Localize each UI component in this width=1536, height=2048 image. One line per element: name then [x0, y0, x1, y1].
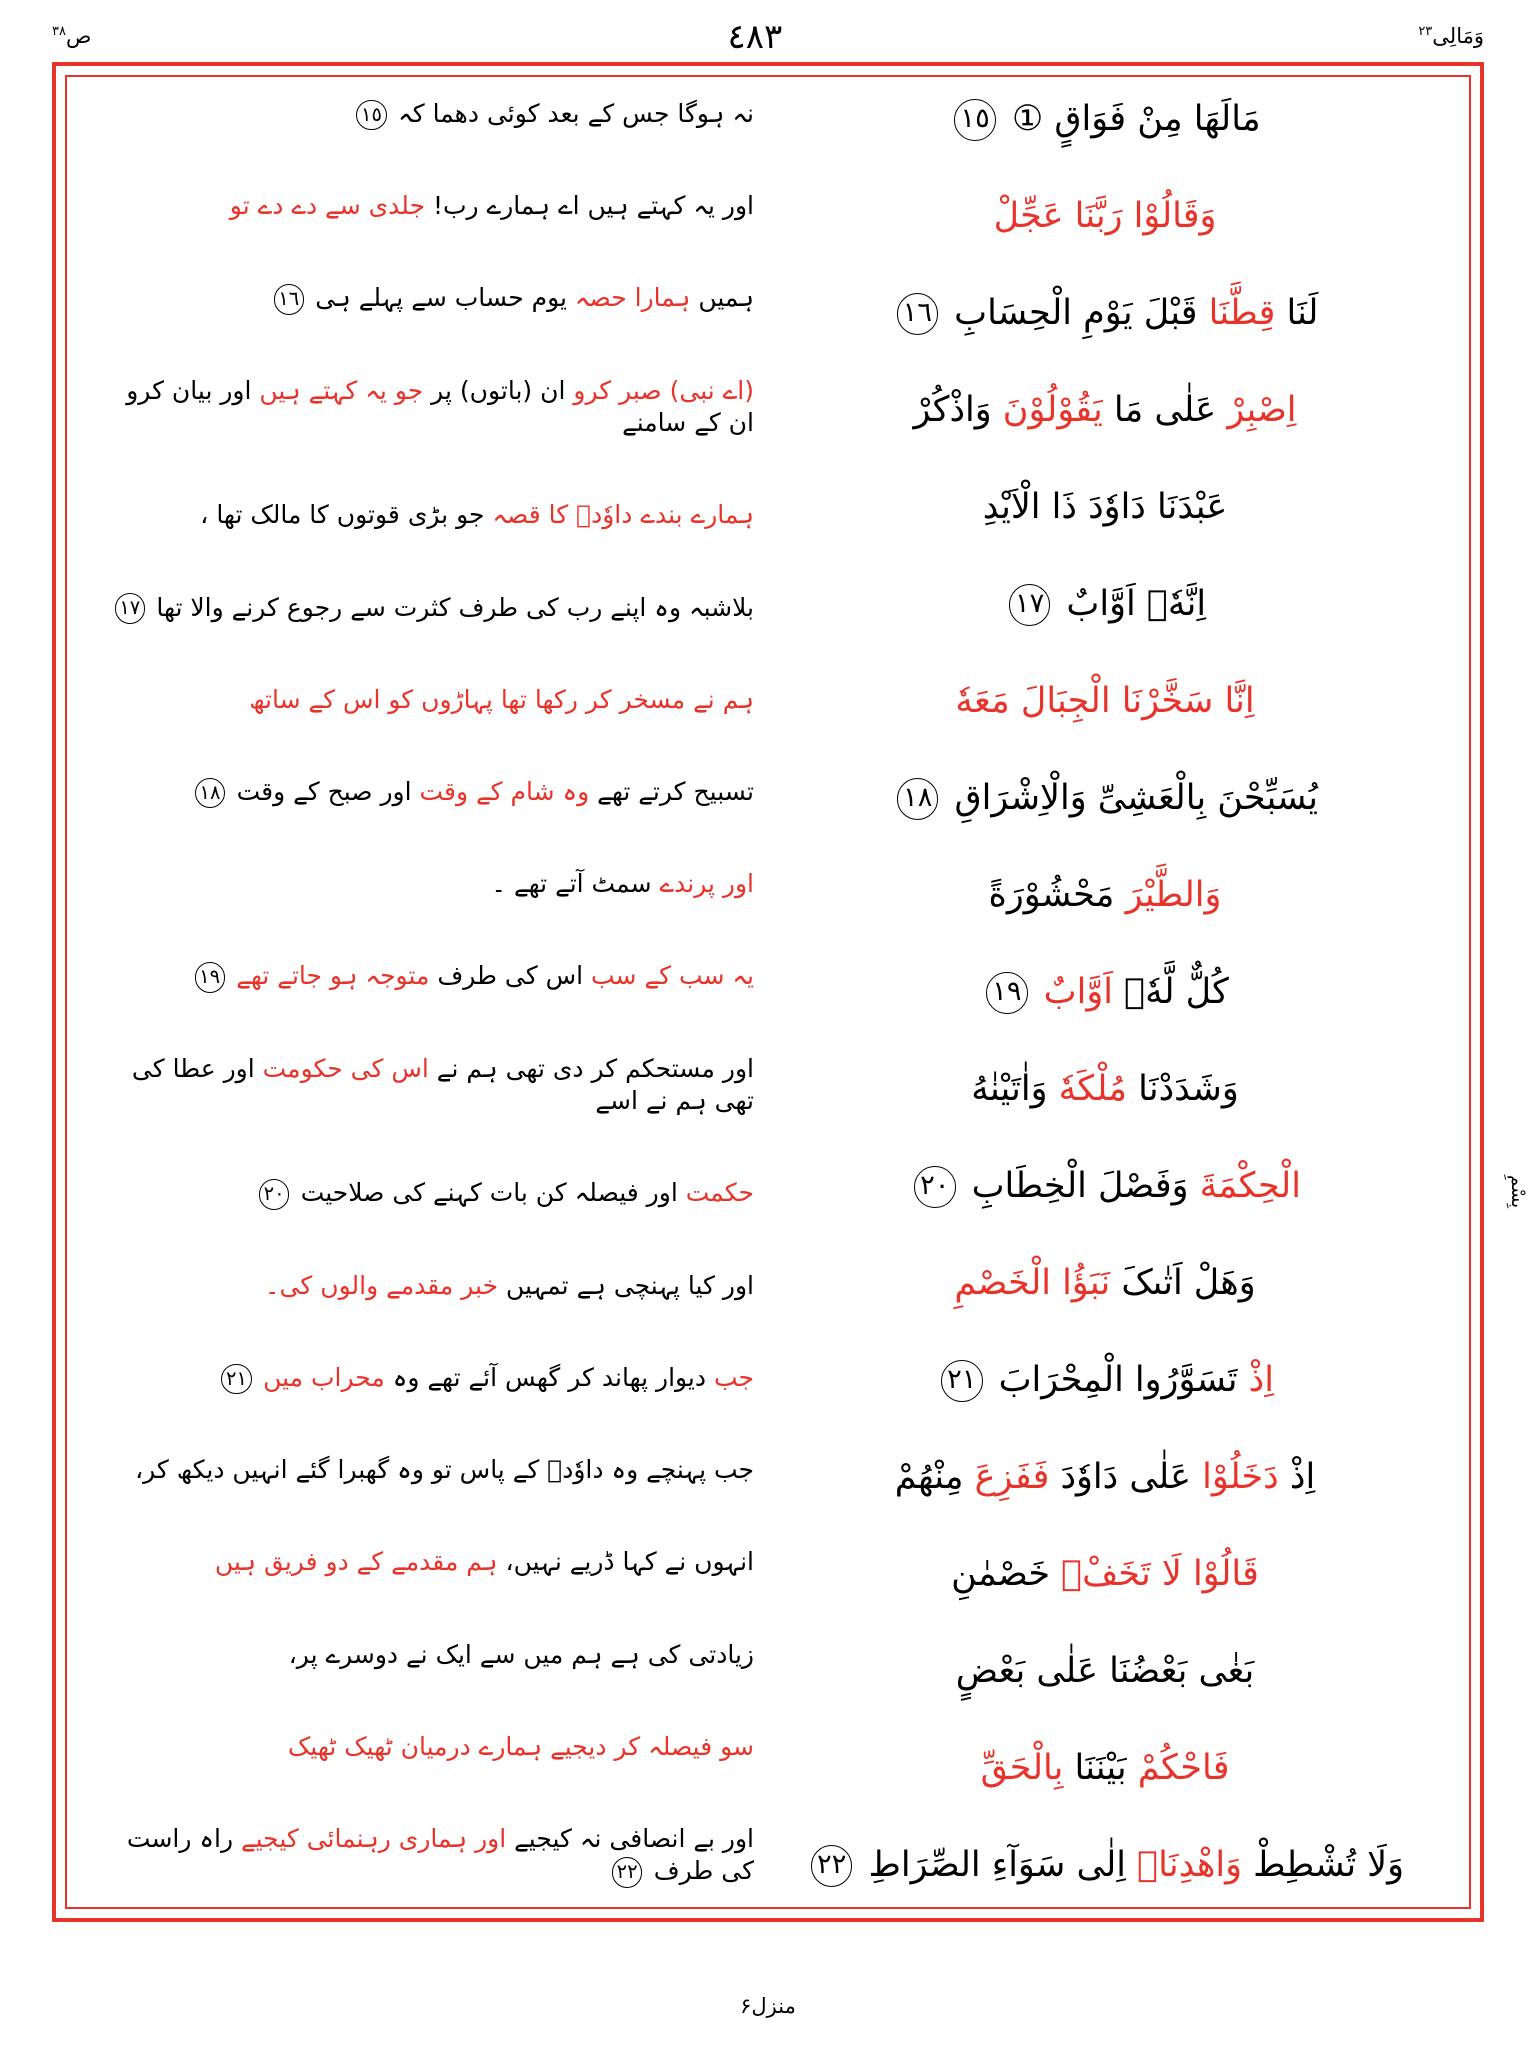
arabic-segment: فَاحْکُمْ — [1137, 1748, 1230, 1788]
urdu-segment — [293, 1178, 301, 1207]
arabic-segment: دَخَلُوْا — [1202, 1457, 1279, 1497]
urdu-segment: صبر کرو — [573, 375, 662, 405]
arabic-segment: عَبْدَنَا دَاوٗدَ ذَا الْاَیْدِ — [982, 487, 1228, 527]
urdu-segment: دیوار پھاند کر گھس آئے تھے وہ — [384, 1362, 714, 1392]
urdu-line — [108, 1362, 754, 1395]
urdu-segment: اور عطا کی تھی ہم نے اسے — [131, 1053, 754, 1116]
arabic-segment: وَلَا تُشْطِطْ — [1242, 1845, 1405, 1885]
urdu-segment: مسخر کر رکھا تھا پہاڑوں کو اس کے ساتھ — [249, 684, 686, 714]
ayah-number-marker: ١٧ — [1009, 584, 1051, 626]
urdu-line — [108, 1053, 754, 1118]
header-right-superscript: ۲۳ — [1418, 24, 1433, 40]
ayah-number-marker: ٢٢ — [612, 1857, 642, 1887]
urdu-line — [108, 684, 754, 717]
urdu-segment: سو فیصلہ کر دیجیے ہمارے درمیان ٹھیک ٹھیک — [287, 1731, 754, 1761]
arabic-segment: اَوَّابٌ — [1043, 972, 1113, 1012]
urdu-line — [108, 190, 754, 223]
urdu-segment: جو بڑی قوتوں کا مالک تھا ، — [200, 500, 493, 530]
arabic-segment: یُسَبِّحْنَ بِالْعَشِیِّ وَالْاِشْرَاقِ — [954, 778, 1318, 818]
page-number: ٤٨٣ — [727, 17, 783, 57]
header-left-superscript: ۳۸ — [52, 24, 66, 40]
arabic-segment: مِنْهُمْ — [894, 1457, 975, 1497]
side-marker: بِسْمِ — [1507, 1175, 1528, 1209]
arabic-line — [782, 389, 1428, 433]
urdu-segment: اور فیصلہ کن بات کہنے کی صلاحیت — [300, 1178, 686, 1208]
urdu-segment: اور مستحکم کر دی تھی ہم نے — [428, 1053, 754, 1083]
arabic-segment: وَهَلْ اَتٰىکَ — [1110, 1263, 1256, 1303]
urdu-segment — [229, 777, 237, 806]
urdu-line — [108, 868, 754, 901]
urdu-segment: اور یہ کہتے ہیں اے ہمارے رب! — [425, 191, 754, 221]
arabic-segment: وَاهْدِنَاۤ — [1137, 1845, 1243, 1885]
urdu-segment: راہ راست کی طرف — [126, 1823, 754, 1886]
arabic-segment: فَفَزِعَ — [974, 1457, 1050, 1497]
arabic-segment: تَسَوَّرُوا الْمِحْرَابَ — [998, 1360, 1249, 1400]
urdu-line — [108, 1546, 754, 1579]
arabic-line — [782, 583, 1428, 627]
urdu-segment: اور کیا پہنچی ہے تمہیں — [498, 1270, 754, 1300]
ayah-number-marker: ١٨ — [897, 778, 939, 820]
arabic-line — [782, 486, 1428, 530]
arabic-segment: عَلٰی مَا — [1102, 390, 1228, 430]
urdu-segment: ہمیں — [690, 283, 754, 313]
arabic-segment: وَشَدَدْنَا — [1127, 1069, 1239, 1109]
urdu-line — [108, 282, 754, 315]
urdu-segment: تسبیح کرتے تھے — [589, 777, 754, 807]
ayah-number-marker: ١٥ — [356, 100, 386, 130]
header-right-text: وَمَالِی — [1432, 24, 1484, 49]
arabic-line — [782, 1747, 1428, 1791]
urdu-segment: اس کی طرف — [429, 961, 591, 991]
page-footer: منزل۶ — [740, 1994, 796, 2018]
arabic-segment: اِصْبِرْ — [1227, 390, 1297, 430]
urdu-segment: ہمارا حصہ — [574, 283, 691, 313]
arabic-line — [782, 971, 1428, 1015]
ayah-number-marker: ١٧ — [115, 593, 145, 623]
urdu-segment: محراب میں — [263, 1362, 385, 1392]
arabic-segment: اِذْ — [1278, 1457, 1316, 1497]
ayah-number-marker: ١٩ — [986, 972, 1028, 1014]
arabic-line — [782, 292, 1428, 336]
arabic-line — [782, 777, 1428, 821]
header-right-label — [1418, 24, 1484, 49]
arabic-segment: مَحْشُوْرَةً — [988, 875, 1126, 915]
arabic-segment: قَبْلَ یَوْمِ الْحِسَابِ — [954, 293, 1209, 333]
urdu-line — [108, 1731, 754, 1764]
urdu-line — [108, 1177, 754, 1210]
arabic-line — [782, 1844, 1428, 1888]
urdu-segment: اس کی حکومت — [262, 1053, 429, 1083]
arabic-segment: وَاذْکُرْ — [913, 390, 1003, 430]
urdu-segment: اور ہماری رہنمائی کیجیے — [240, 1823, 507, 1853]
urdu-segment: جو یہ کہتے ہیں — [259, 375, 424, 405]
arabic-segment: عَلٰی دَاوٗدَ — [1049, 1457, 1203, 1497]
arabic-line — [782, 1553, 1428, 1597]
arabic-line — [782, 680, 1428, 724]
arabic-segment: اِذْ — [1248, 1360, 1274, 1400]
arabic-segment: وَقَالُوْا رَبَّنَا — [1074, 196, 1217, 236]
header-left-text: ص — [65, 24, 92, 49]
urdu-translation-column — [86, 92, 768, 1894]
ayah-number-marker: ٢١ — [221, 1364, 251, 1394]
urdu-segment: یہ سب کے سب — [591, 961, 754, 991]
arabic-segment — [1033, 972, 1044, 1012]
ayah-number-marker: ٢١ — [941, 1360, 983, 1402]
urdu-segment — [390, 99, 398, 128]
arabic-line — [782, 195, 1428, 239]
two-column-body — [86, 92, 1450, 1894]
arabic-segment: بَغٰی بَعْضُنَا عَلٰی بَعْضٍ — [955, 1651, 1255, 1691]
arabic-segment: وَاٰتَیْنٰهُ — [971, 1069, 1059, 1109]
arabic-line — [782, 1650, 1428, 1694]
arabic-line — [782, 1165, 1428, 1209]
arabic-segment — [857, 1845, 868, 1885]
urdu-segment: اور پرندے — [659, 869, 754, 899]
arabic-segment: مَالَهَا مِنْ فَوَاقٍ — [1054, 99, 1261, 139]
arabic-segment: مُلْکَهٗ — [1058, 1069, 1128, 1109]
urdu-segment: نہ ہوگا جس کے بعد کوئی دھما کہ — [398, 99, 754, 128]
header-left-label — [52, 24, 91, 49]
urdu-segment: اپنے رب کی طرف کثرت سے رجوع کرنے والا تھا — [156, 592, 647, 622]
arabic-segment — [1055, 584, 1066, 624]
ayah-number-marker: ١٨ — [195, 778, 225, 808]
urdu-segment — [255, 1363, 263, 1392]
text-frame — [52, 62, 1484, 1922]
arabic-segment: لَنَا — [1275, 293, 1319, 333]
urdu-line — [108, 776, 754, 809]
arabic-line — [782, 1068, 1428, 1112]
urdu-line — [108, 1639, 754, 1672]
ayah-number-marker: ٢٠ — [259, 1179, 289, 1209]
urdu-segment: (اے نبی) — [661, 375, 754, 405]
arabic-segment: قَالُوْا لَا تَخَفْ — [1061, 1554, 1259, 1594]
ayah-number-marker: ١٦ — [274, 284, 304, 314]
arabic-segment: ① — [1000, 99, 1055, 139]
urdu-segment: ہمارے بندے داوٗدؑ کا قصہ — [492, 500, 754, 530]
arabic-segment: اِنَّهٗۤ اَوَّابٌ — [1066, 584, 1207, 624]
arabic-segment: نَبَؤُا الْخَصْمِ — [954, 1263, 1111, 1303]
urdu-segment: متوجہ ہو جاتے تھے — [236, 961, 430, 991]
urdu-segment: اور صبح کے وقت — [236, 777, 420, 807]
urdu-segment: انہوں نے کہا ڈریے نہیں، — [497, 1547, 754, 1577]
urdu-segment: بلاشبہ وہ — [646, 592, 754, 622]
urdu-segment: ان (باتوں) پر — [423, 375, 574, 405]
urdu-segment: جب پہنچے وہ داوٗدؑ کے پاس تو وہ گھبرا گئے انہیں دیکھ کر، — [135, 1455, 754, 1485]
arabic-segment: وَفَصْلَ الْخِطَابِ — [971, 1166, 1200, 1206]
arabic-line — [782, 98, 1428, 142]
arabic-segment: بِالْحَقِّ — [980, 1748, 1064, 1788]
urdu-line — [108, 1270, 754, 1303]
urdu-line — [108, 499, 754, 532]
arabic-line — [782, 1359, 1428, 1403]
arabic-segment: الْحِکْمَةَ — [1199, 1166, 1301, 1206]
urdu-segment: وہ شام کے وقت — [419, 777, 590, 807]
ayah-number-marker: ١٦ — [897, 293, 939, 335]
urdu-segment: سمٹ آتے تھے ۔ — [491, 869, 660, 899]
ayah-number-marker: ١٥ — [954, 99, 996, 141]
arabic-segment: اِلٰی سَوَآءِ الصِّرَاطِ — [868, 1845, 1138, 1885]
arabic-segment — [960, 1166, 971, 1206]
arabic-column — [768, 92, 1450, 1894]
arabic-segment — [987, 1360, 998, 1400]
urdu-line — [108, 98, 754, 131]
urdu-segment: جب — [713, 1362, 754, 1392]
arabic-segment: کُلٌّ لَّهٗۤ — [1112, 972, 1229, 1012]
urdu-line — [108, 375, 754, 440]
arabic-segment: یَقُوْلُوْنَ — [1002, 390, 1103, 430]
arabic-segment: عَجِّلْ — [993, 196, 1075, 236]
arabic-line — [782, 1456, 1428, 1500]
ayah-number-marker: ١٩ — [195, 962, 225, 992]
urdu-line — [108, 1454, 754, 1487]
urdu-segment: جلدی سے دے دے تو — [229, 191, 426, 221]
arabic-line — [782, 1262, 1428, 1306]
arabic-line — [782, 874, 1428, 918]
page-header — [52, 14, 1484, 60]
urdu-segment: یوم حساب سے پہلے ہی — [315, 283, 575, 313]
urdu-segment: زیادتی کی ہے ہم میں سے ایک نے دوسرے پر، — [288, 1639, 754, 1669]
urdu-line — [108, 592, 754, 625]
urdu-segment: حکمت — [685, 1178, 754, 1208]
urdu-segment: ہم نے — [685, 684, 754, 714]
arabic-segment: بَیْنَنَا — [1063, 1748, 1138, 1788]
arabic-segment — [943, 778, 954, 818]
arabic-segment: ۚ خَصْمٰنِ — [951, 1554, 1062, 1594]
arabic-segment: قِطَّنَا — [1208, 293, 1276, 333]
urdu-segment — [646, 1856, 654, 1885]
arabic-segment: وَالطَّیْرَ — [1125, 875, 1222, 915]
urdu-line — [108, 960, 754, 993]
urdu-segment: خبر مقدمے والوں کی۔ — [264, 1270, 499, 1300]
arabic-segment — [943, 293, 954, 333]
urdu-segment: ہم مقدمے کے دو فریق ہیں — [214, 1547, 498, 1577]
ayah-number-marker: ٢٠ — [914, 1166, 956, 1208]
urdu-segment: اور بے انصافی نہ کیجیے — [506, 1823, 754, 1853]
urdu-line — [108, 1823, 754, 1888]
ayah-number-marker: ٢٢ — [811, 1845, 853, 1887]
arabic-segment: اِنَّا سَخَّرْنَا الْجِبَالَ مَعَهٗ — [955, 681, 1255, 721]
urdu-segment: اور بیان کرو ان کے سامنے — [126, 375, 754, 438]
